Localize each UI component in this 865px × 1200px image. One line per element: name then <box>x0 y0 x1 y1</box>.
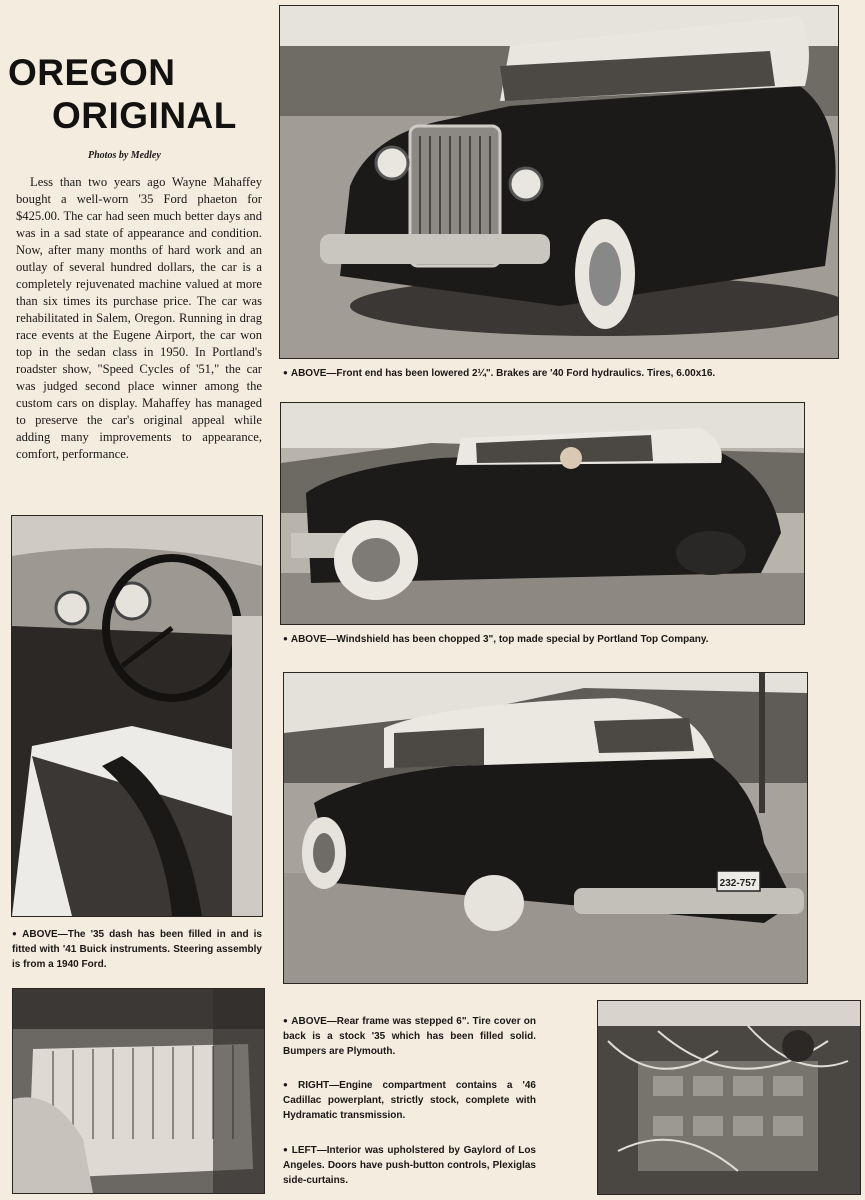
caption-rear-text: ABOVE—Rear frame was stepped 6". Tire cover on back is a stock '35 which has been filled solid. Bumpers are Plymouth. <box>283 1016 536 1057</box>
photo-interior <box>12 988 265 1194</box>
photo-front-view <box>279 5 839 359</box>
caption-engine-text: RIGHT—Engine compartment contains a '46 Cadillac powerplant, strictly stock, complete with Hydramatic transmission. <box>283 1080 536 1121</box>
caption-interior <box>283 1142 536 1188</box>
caption-bullet: ● <box>283 1145 289 1154</box>
photo-engine <box>597 1000 861 1195</box>
photo-side-view <box>280 402 805 625</box>
caption-bullet: ● <box>283 1080 296 1089</box>
caption-engine <box>283 1077 536 1123</box>
article-body: Less than two years ago Wayne Mahaffey bought a well-worn '35 Ford phaeton for $425.00. The car had seen much better days and was in a sad state of appearance and condition. Now, after many months of hard work and an outlay of several hundred dollars, the car is a completely rejuvenated machine valued at more than six times its purchase price. The car was rehabilitated in Salem, Oregon. Running in drag race events at the Eugene Airport, the car won top in the sedan class in 1950. In Portland's roadster show, "Speed Cycles of '51," the car was judged second place winner among the custom cars on display. Mahaffey has managed to preserve the car's original appeal while adding many improvements to appearance, comfort, performance. <box>16 175 262 461</box>
caption-bullet: ● <box>283 368 288 377</box>
headline-line-1: OREGON <box>8 52 176 93</box>
caption-front <box>283 365 833 381</box>
caption-dash <box>12 926 262 972</box>
caption-side-text: ABOVE—Windshield has been chopped 3", top made special by Portland Top Company. <box>290 634 709 645</box>
photo-credit: Photos by Medley <box>88 150 161 161</box>
photo-rear-view <box>283 672 808 984</box>
caption-bullet: ● <box>12 929 20 938</box>
caption-interior-text: LEFT—Interior was upholstered by Gaylord of Los Angeles. Doors have push-button controls, Plexiglas side-curtains. <box>283 1145 536 1186</box>
headline-line-2: ORIGINAL <box>52 95 237 136</box>
caption-front-text: ABOVE—Front end has been lowered 2¼". Brakes are '40 Ford hydraulics. Tires, 6.00x16. <box>290 368 716 379</box>
photo-dashboard <box>11 515 263 917</box>
caption-bullet: ● <box>283 634 288 643</box>
license-plate: 232-757 <box>719 878 757 889</box>
caption-rear <box>283 1013 536 1059</box>
caption-bullet: ● <box>283 1016 289 1025</box>
caption-side <box>283 631 833 647</box>
caption-dash-text: ABOVE—The '35 dash has been filled in and is fitted with '41 Buick instruments. Steering assembly is from a 1940 Ford. <box>12 929 262 970</box>
